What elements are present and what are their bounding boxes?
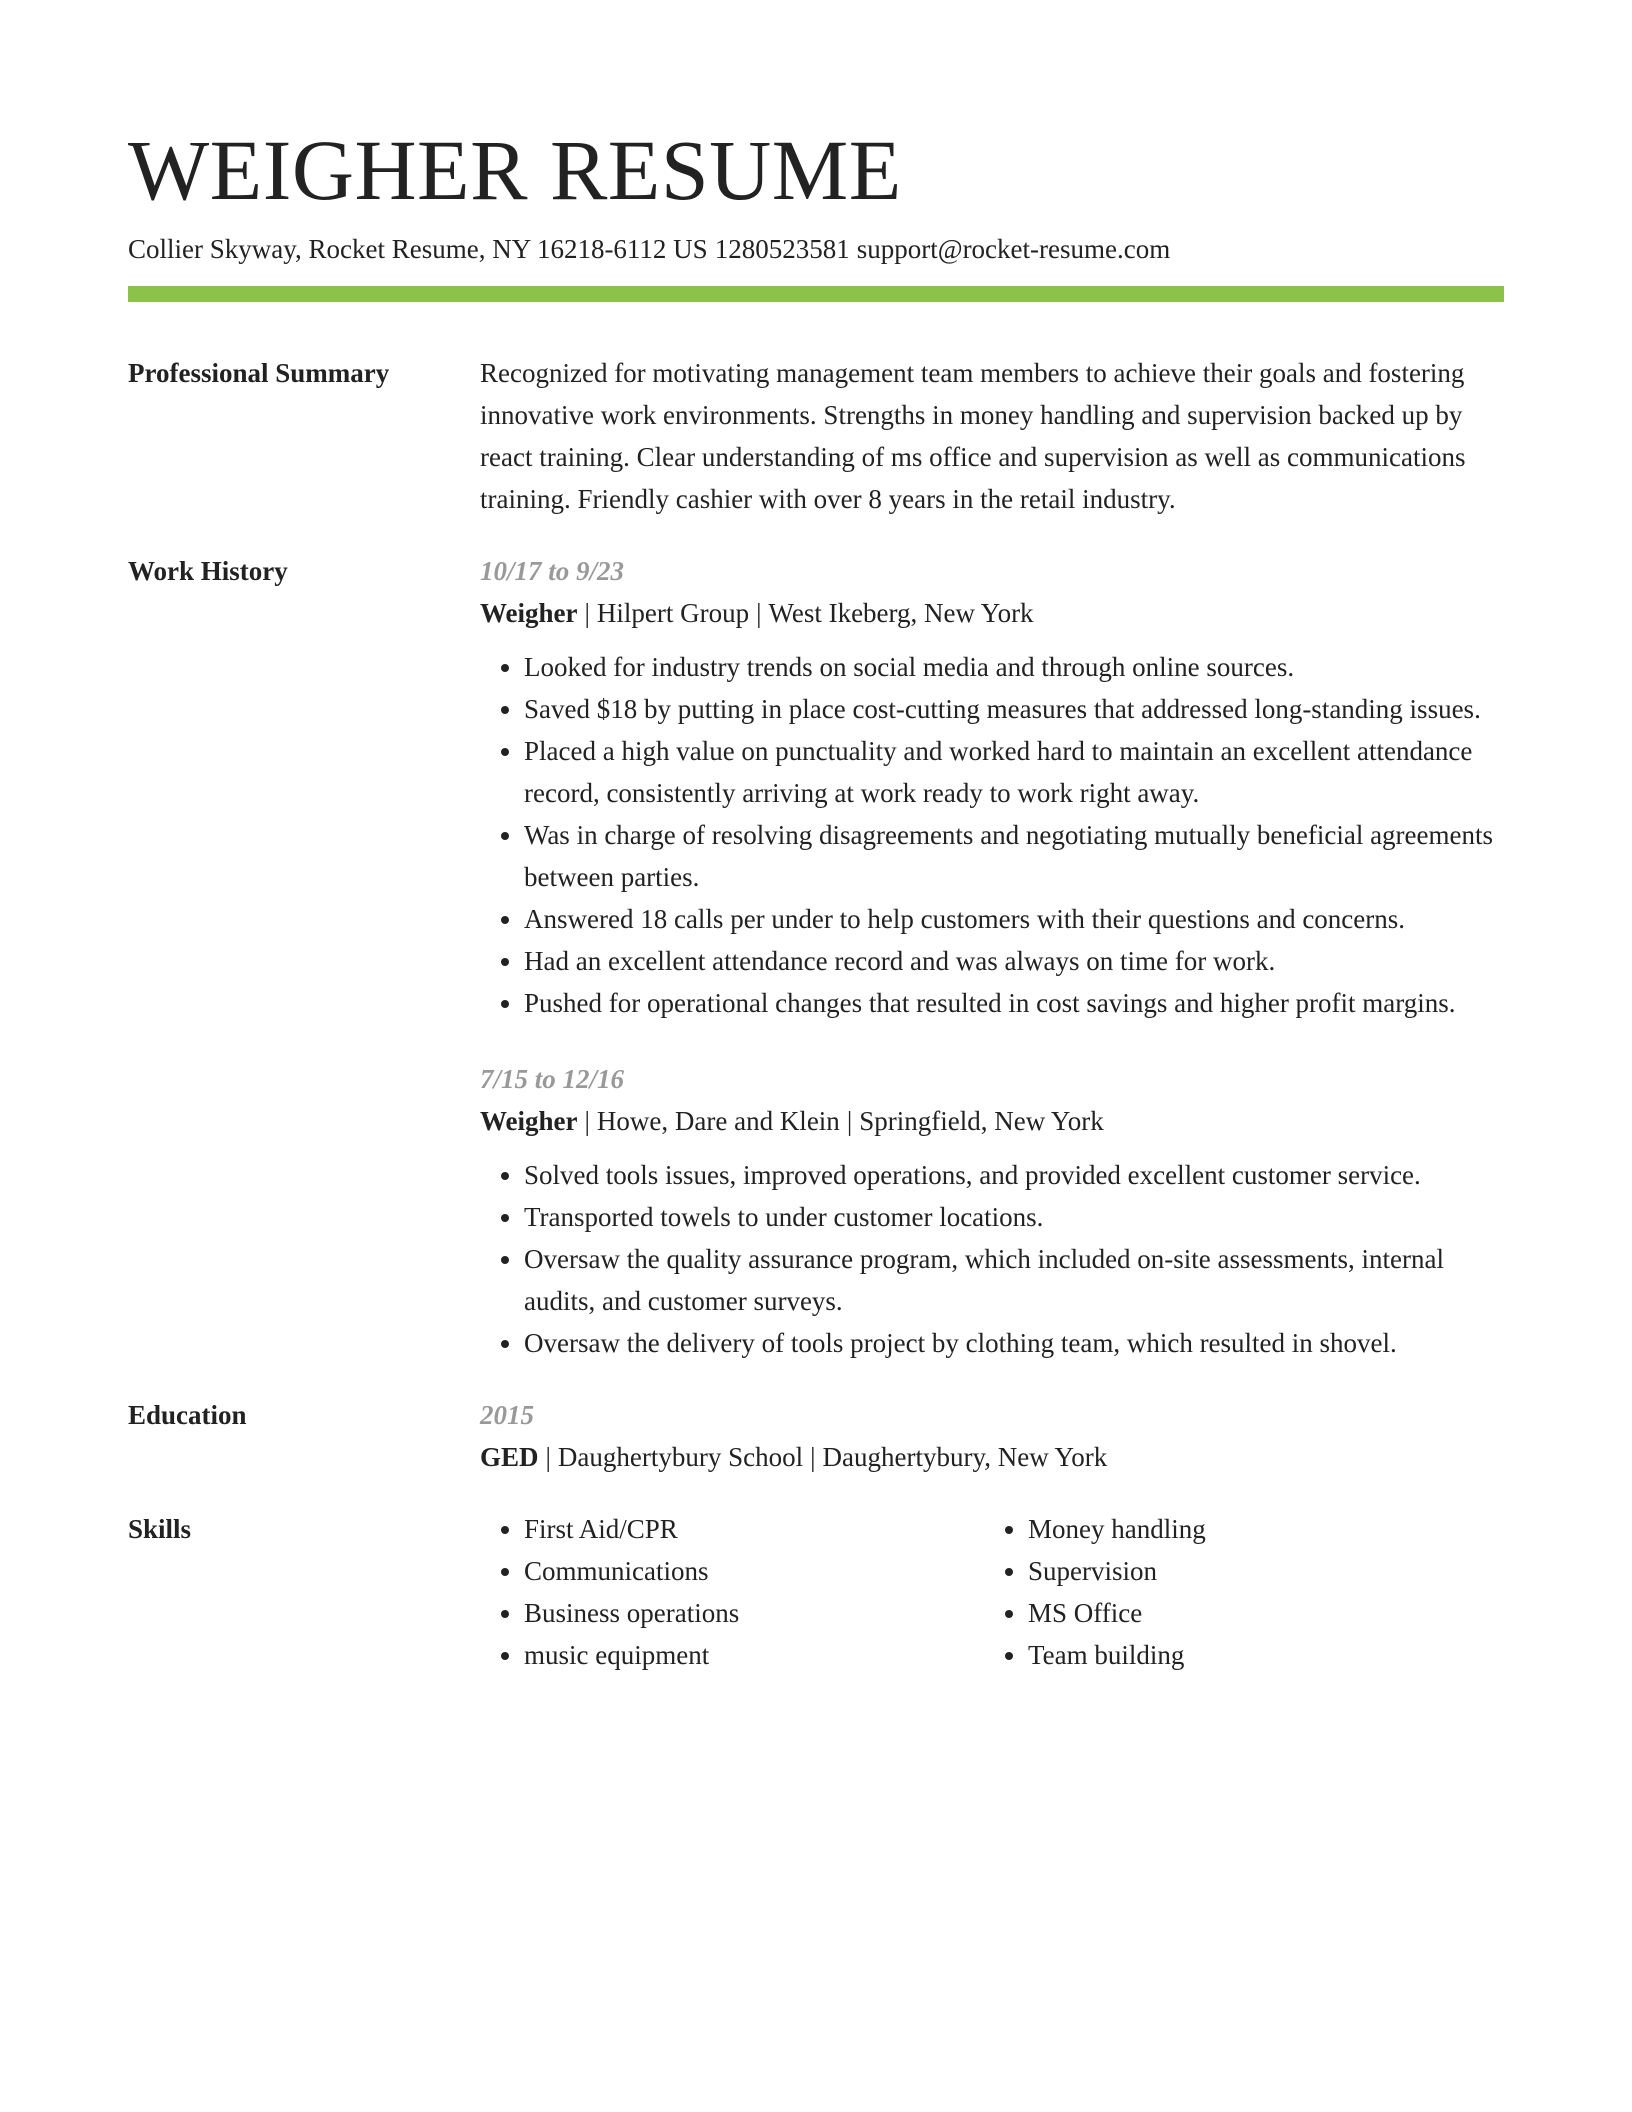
skills-label: Skills — [128, 1514, 192, 1544]
skill-item: • Team building — [1028, 1634, 1488, 1676]
list-item: • Was in charge of resolving disagreements and negotiating mutually beneficial agreements between parties. — [524, 814, 1504, 898]
skills-body — [480, 1508, 1504, 1676]
list-item: • Placed a high value on punctuality and worked hard to maintain an excellent attendance record, consistently arriving at work ready to work right away. — [524, 730, 1504, 814]
summary-label: Professional Summary — [128, 358, 390, 388]
job-entry — [480, 1058, 1504, 1364]
separator: | — [756, 598, 762, 628]
separator: | — [846, 1106, 853, 1136]
job-bullets — [480, 1154, 1504, 1364]
summary-body — [480, 352, 1504, 520]
skill-item: • Supervision — [1028, 1550, 1488, 1592]
skills-grid — [480, 1508, 1504, 1676]
separator: | — [545, 1442, 551, 1472]
list-item: • Answered 18 calls per under to help customers with their questions and concerns. — [524, 898, 1504, 940]
education-body — [480, 1394, 1504, 1478]
job-company: Howe, Dare and Klein — [596, 1106, 840, 1136]
skill-item: • First Aid/CPR — [524, 1508, 984, 1550]
skill-item: • Communications — [524, 1550, 984, 1592]
job-role: Weigher — [480, 598, 578, 628]
contact-phone: 1280523581 — [714, 234, 850, 264]
job-dates: 7/15 to 12/16 — [480, 1064, 625, 1094]
job-heading — [480, 592, 1504, 634]
separator: | — [810, 1442, 816, 1472]
education-label: Education — [128, 1400, 247, 1430]
job-heading — [480, 1100, 1504, 1142]
list-item: • Oversaw the quality assurance program, which included on-site assessments, internal audits, and customer surveys. — [524, 1238, 1504, 1322]
list-item: • Pushed for operational changes that resulted in cost savings and higher profit margins. — [524, 982, 1504, 1024]
resume-title: WEIGHER RESUME — [128, 122, 902, 218]
job-bullets — [480, 646, 1504, 1024]
work-history-section — [128, 550, 1504, 1364]
job-company: Hilpert Group — [596, 598, 750, 628]
contact-address: Collier Skyway, Rocket Resume, NY 16218-6112 US — [128, 234, 708, 264]
list-item: • Saved $18 by putting in place cost-cutting measures that addressed long-standing issues. — [524, 688, 1504, 730]
job-entry — [480, 550, 1504, 1024]
separator: | — [584, 1106, 590, 1136]
education-degree: GED — [480, 1442, 539, 1472]
skills-list-right — [984, 1508, 1488, 1676]
contact-line — [128, 230, 1504, 268]
summary-text: Recognized for motivating management team members to achieve their goals and fostering innovative work environments. Strengths in money handling and supervision backed up by react training. Clear understanding of ms office and supervision as well as communications training. Friendly cashier with over 8 years in the retail industry. — [480, 358, 1466, 514]
skill-item: • Business operations — [524, 1592, 984, 1634]
work-history-body — [480, 550, 1504, 1364]
education-location: Daughertybury, New York — [822, 1442, 1108, 1472]
summary-section — [128, 352, 1504, 520]
list-item: • Looked for industry trends on social media and through online sources. — [524, 646, 1504, 688]
education-year: 2015 — [480, 1400, 534, 1430]
list-item: • Oversaw the delivery of tools project by clothing team, which resulted in shovel. — [524, 1322, 1504, 1364]
job-dates: 10/17 to 9/23 — [480, 556, 625, 586]
skills-list-left — [480, 1508, 984, 1676]
list-item: • Had an excellent attendance record and was always on time for work. — [524, 940, 1504, 982]
job-location: Springfield, New York — [859, 1106, 1104, 1136]
skills-section — [128, 1508, 1504, 1676]
contact-email: support@rocket-resume.com — [856, 234, 1171, 264]
list-item: • Transported towels to under customer locations. — [524, 1196, 1504, 1238]
skill-item: • Money handling — [1028, 1508, 1488, 1550]
job-role: Weigher — [480, 1106, 578, 1136]
education-school: Daughertybury School — [557, 1442, 804, 1472]
education-heading — [480, 1436, 1504, 1478]
header-divider — [128, 286, 1504, 302]
education-section — [128, 1394, 1504, 1478]
list-item: • Solved tools issues, improved operations, and provided excellent customer service. — [524, 1154, 1504, 1196]
job-location: West Ikeberg, New York — [768, 598, 1034, 628]
work-history-label: Work History — [128, 556, 288, 586]
skill-item: • MS Office — [1028, 1592, 1488, 1634]
separator: | — [584, 598, 590, 628]
resume-page — [128, 120, 1504, 1676]
skill-item: • music equipment — [524, 1634, 984, 1676]
